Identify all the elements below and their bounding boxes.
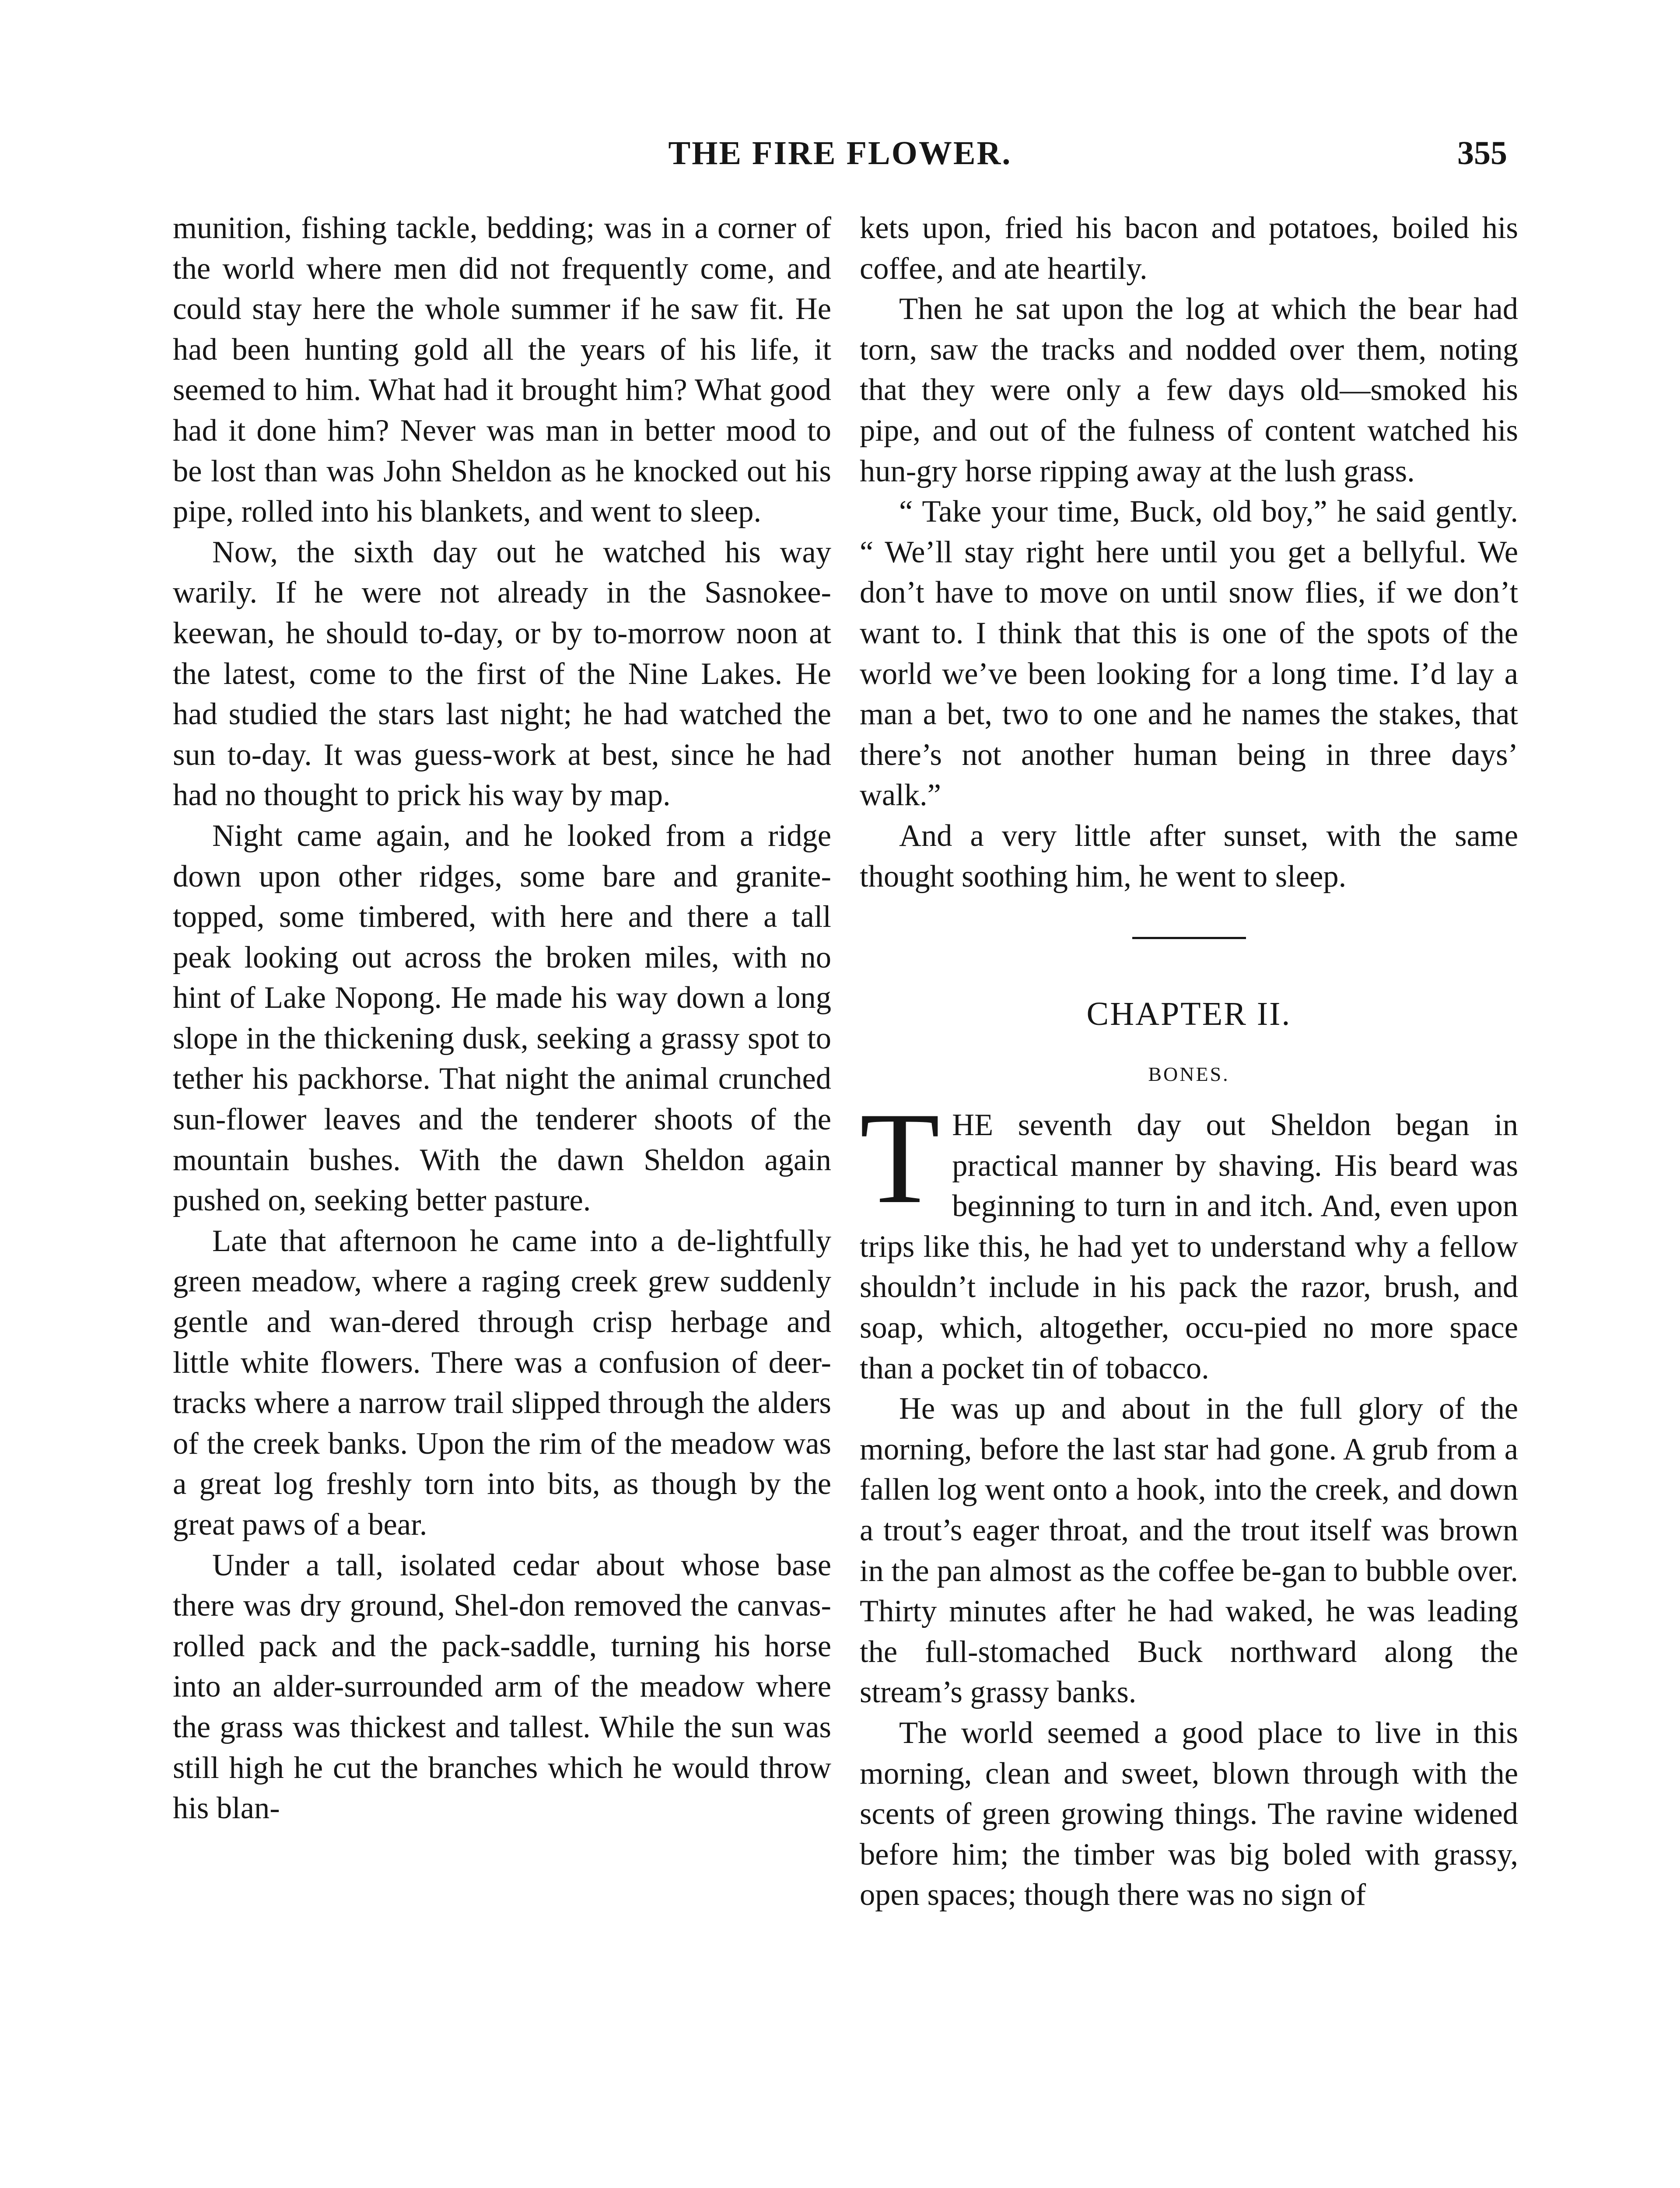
paragraph: munition, fishing tackle, bedding; was in a corner of the world where men did not frequently come, and could stay here the whole summer if he saw fit. He had been hunting gold all the years of his life, it seemed to him. What had it brought him? What good had it done him? Never was man in better mood to be lost than was John Sheldon as he knocked out his pipe, rolled into his blankets, and went to sleep.: [173, 211, 831, 529]
chapter-opening-paragraph: [860, 1085, 1518, 1389]
section-divider: [1132, 937, 1246, 939]
page-number: 355: [1457, 135, 1507, 172]
paragraph: He was up and about in the full glory of the morning, before the last star had gone. A grub from a fallen log went onto a hook, into the creek, and down a trout’s eager throat, and the trout itself was brown in the pan almost as the coffee be-gan to bubble over. Thirty minutes after he had waked, he was leading the full-stomached Buck northward along the stream’s grassy banks.: [860, 1392, 1518, 1710]
paragraph: “ Take your time, Buck, old boy,” he said gently. “ We’ll stay right here until you get a bellyful. We don’t have to move on until snow flies, if we don’t want to. I think that this is one of the spots of the world we’ve been looking for a long time. I’d lay a man a bet, two to one and he names the stakes, that there’s not another human being in three days’ walk.”: [860, 494, 1518, 813]
paragraph: kets upon, fried his bacon and potatoes, boiled his coffee, and ate heartily.: [860, 211, 1518, 286]
running-title: THE FIRE FLOWER.: [668, 135, 1012, 172]
drop-cap: T: [860, 1085, 940, 1231]
paragraph: Then he sat upon the log at which the bear had torn, saw the tracks and nodded over them, noting that they were only a few days old—smoked his pipe, and out of the fulness of content watched his hun-gry horse ripping away at the lush grass.: [860, 292, 1518, 488]
paragraph: Now, the sixth day out he watched his way warily. If he were not already in the Sasnokee-keewan, he should to-day, or by to-morrow noon at the latest, come to the first of the Nine Lakes. He had studied the stars last night; he had watched the sun to-day. It was guess-work at best, since he had had no thought to prick his way by map.: [173, 535, 831, 813]
left-column: [173, 208, 831, 1829]
page-header: [173, 131, 1507, 184]
paragraph: The world seemed a good place to live in this morning, clean and sweet, blown through with the scents of green growing things. The ravine widened before him; the timber was big boled with grassy, open spaces; though there was no sign of: [860, 1716, 1518, 1912]
paragraph: And a very little after sunset, with the same thought soothing him, he went to sleep.: [860, 818, 1518, 894]
paragraph: Late that afternoon he came into a de-lightfully green meadow, where a raging creek grew suddenly gentle and wan-dered through crisp herbage and little white flowers. There was a confusion of deer-tracks where a narrow trail slipped through the alders of the creek banks. Upon the rim of the meadow was a great log freshly torn into bits, as though by the great paws of a bear.: [173, 1224, 831, 1542]
opening-text: HE seventh day out Sheldon began in practical manner by shaving. His beard was beginning to turn in and itch. And, even upon trips like this, he had yet to understand why a fellow shouldn’t include in his pack the razor, brush, and soap, which, altogether, occu-pied no more space than a pocket tin of tobacco.: [860, 1108, 1518, 1385]
chapter-subtitle: BONES.: [1148, 1063, 1230, 1086]
paragraph: Under a tall, isolated cedar about whose base there was dry ground, Shel-don removed the canvas-rolled pack and the pack-saddle, turning his horse into an alder-surrounded arm of the meadow where the grass was thickest and tallest. While the sun was still high he cut the branches which he would throw his blan-: [173, 1548, 831, 1826]
right-column: [860, 208, 1518, 1915]
chapter-heading: CHAPTER II.: [1086, 996, 1292, 1033]
paragraph: Night came again, and he looked from a ridge down upon other ridges, some bare and granite-topped, some timbered, with here and there a tall peak looking out across the broken miles, with no hint of Lake Nopong. He made his way down a long slope in the thickening dusk, seeking a grassy spot to tether his packhorse. That night the animal crunched sun-flower leaves and the tenderer shoots of the mountain bushes. With the dawn Sheldon again pushed on, seeking better pasture.: [173, 818, 831, 1218]
